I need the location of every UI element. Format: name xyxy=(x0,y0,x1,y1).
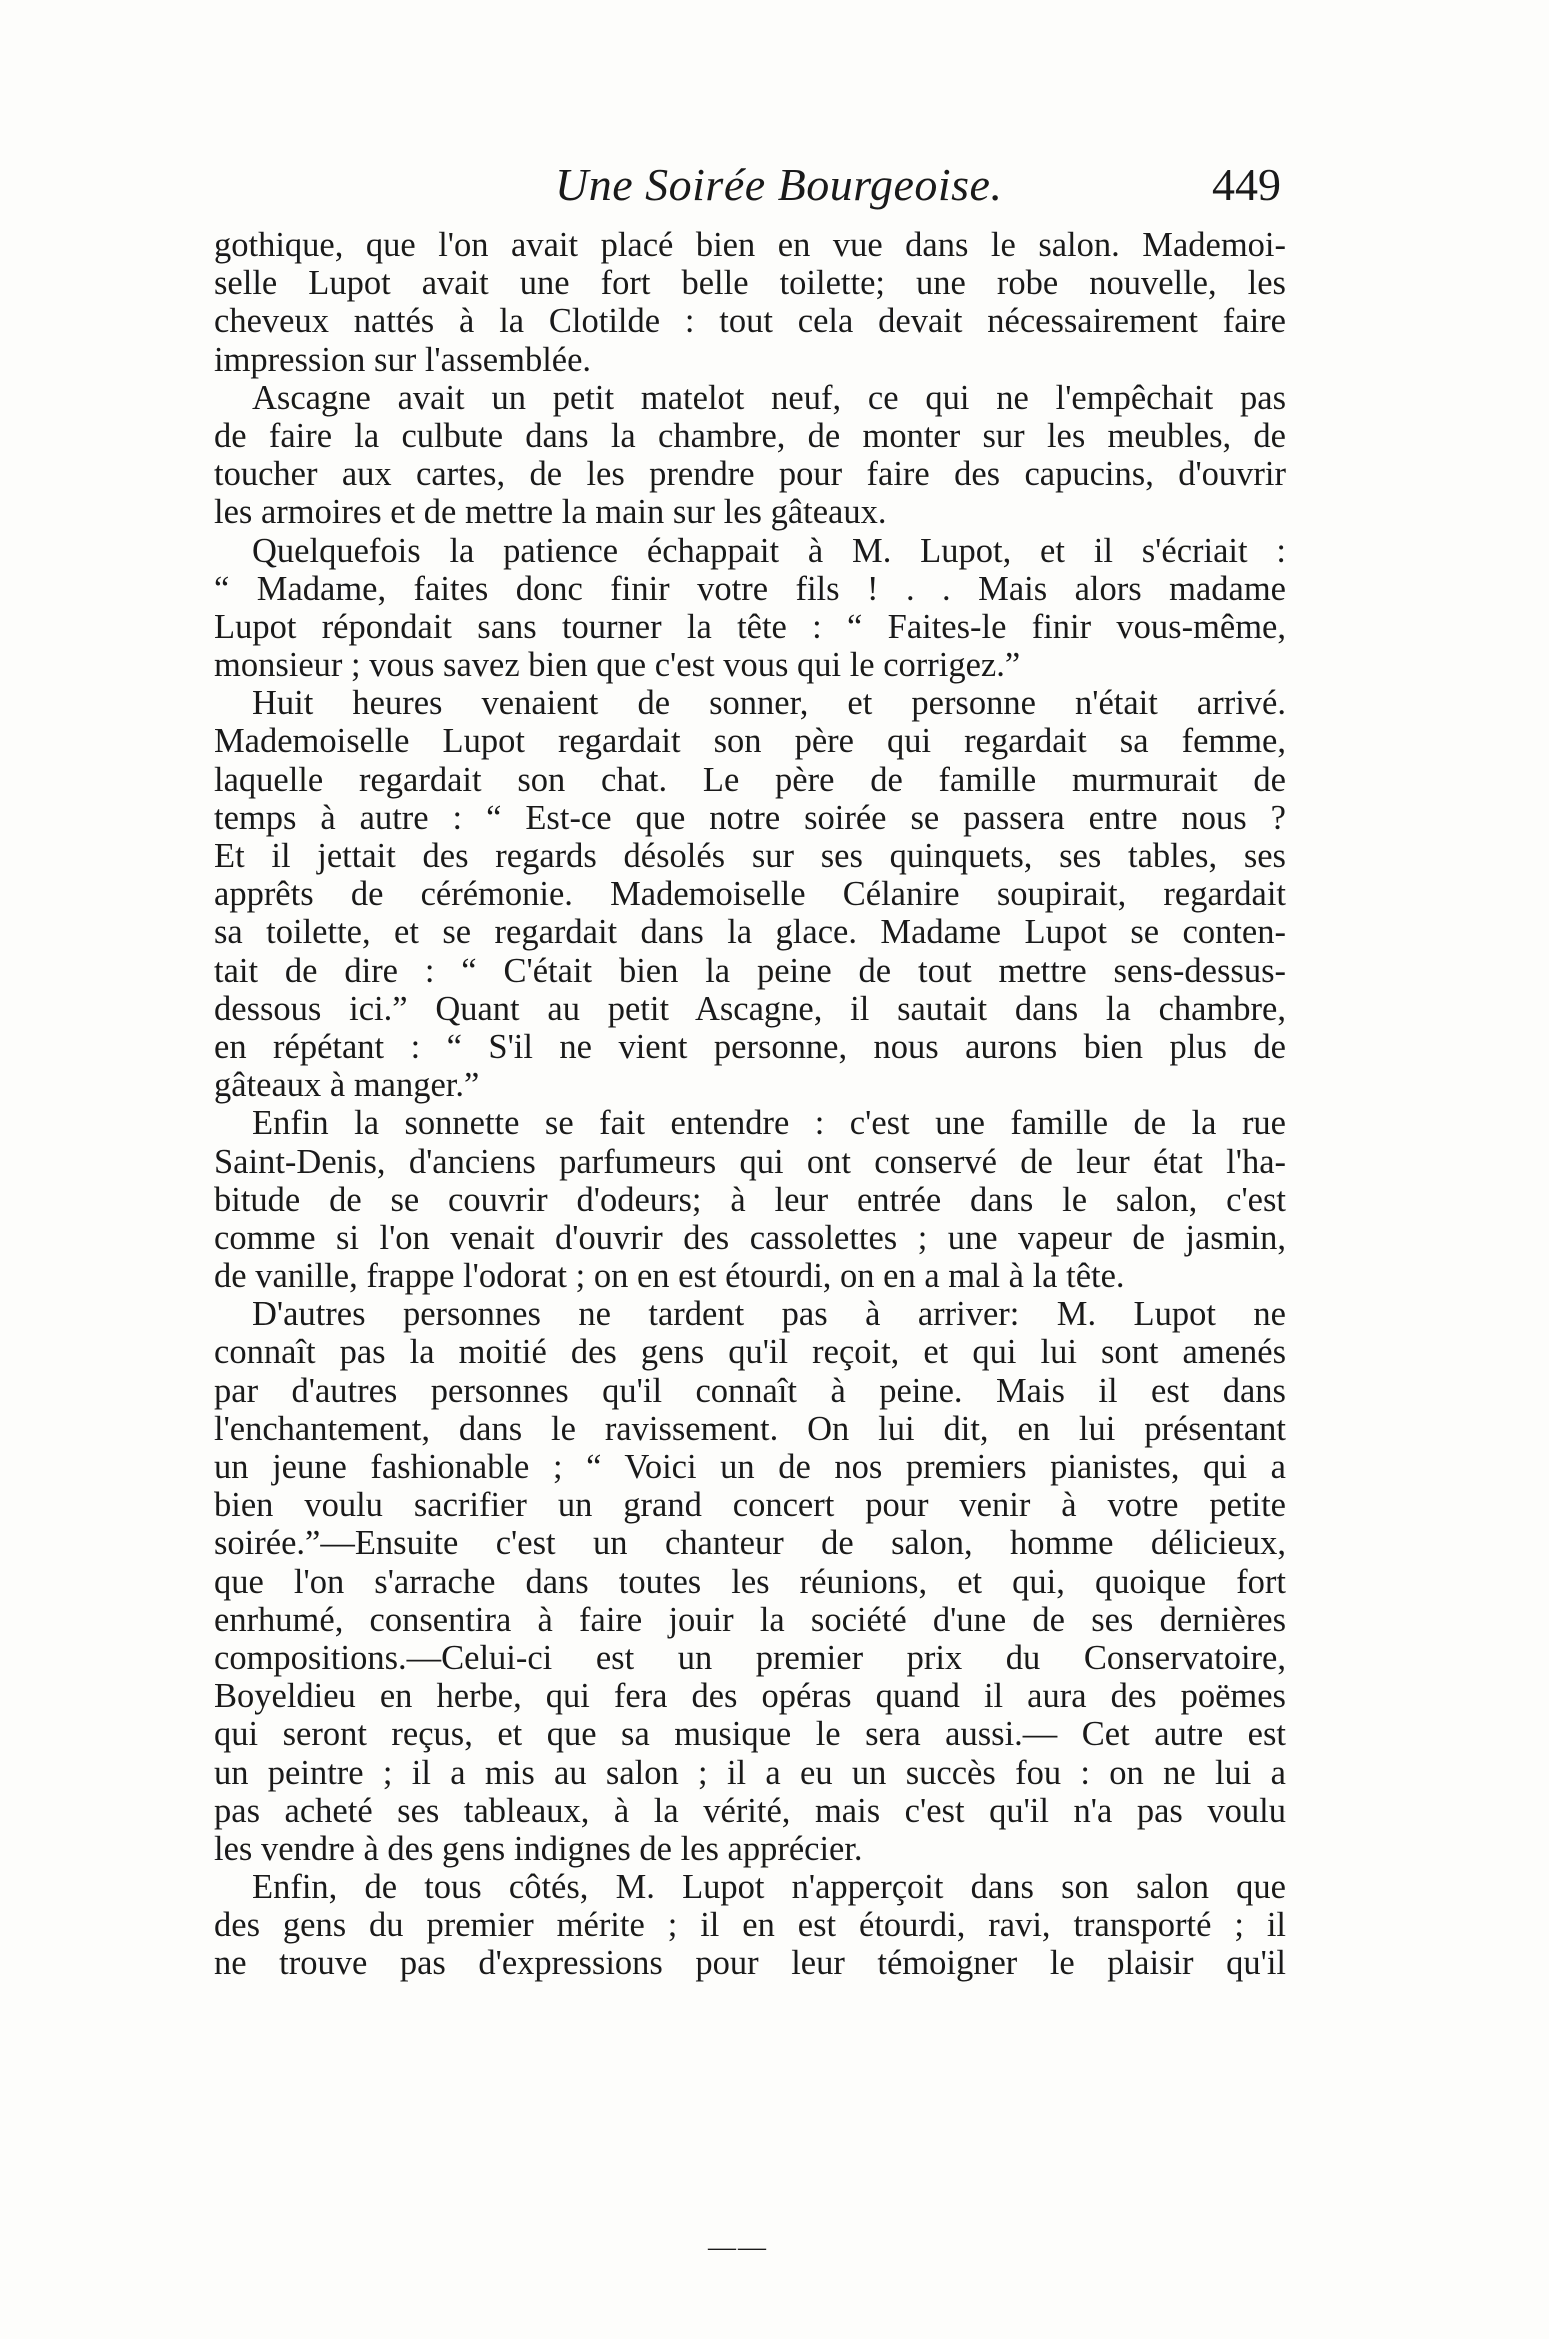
text-line: Mademoiselle Lupot regardait son père qui regardait sa femme, xyxy=(214,722,1286,761)
text-line: D'autres personnes ne tardent pas à arriver: M. Lupot ne xyxy=(252,1295,1286,1334)
text-line: qui seront reçus, et que sa musique le sera aussi.— Cet autre est xyxy=(214,1715,1286,1754)
text-line: pas acheté ses tableaux, à la vérité, mais c'est qu'il n'a pas voulu xyxy=(214,1791,1286,1830)
running-title: Une Soirée Bourgeoise. xyxy=(555,159,1003,210)
body-text xyxy=(214,226,1286,1983)
text-line: monsieur ; vous savez bien que c'est vous qui le corrigez.” xyxy=(214,646,1021,685)
text-line: comme si l'on venait d'ouvrir des cassolettes ; une vapeur de jasmin, xyxy=(214,1218,1286,1257)
text-line: les vendre à des gens indignes de les apprécier. xyxy=(214,1829,863,1868)
text-line: Saint-Denis, d'anciens parfumeurs qui ont conservé de leur état l'ha- xyxy=(214,1142,1286,1181)
text-line: Ascagne avait un petit matelot neuf, ce qui ne l'empêchait pas xyxy=(252,378,1286,417)
text-line: compositions.—Celui-ci est un premier prix du Conservatoire, xyxy=(214,1638,1286,1677)
text-line: Lupot répondait sans tourner la tête : “ Faites-le finir vous-même, xyxy=(214,607,1286,646)
text-line: des gens du premier mérite ; il en est étourdi, ravi, transporté ; il xyxy=(214,1906,1286,1945)
text-line: un jeune fashionable ; “ Voici un de nos premiers pianistes, qui a xyxy=(214,1448,1286,1486)
text-line: de faire la culbute dans la chambre, de monter sur les meubles, de xyxy=(214,416,1286,455)
text-line: bien voulu sacrifier un grand concert pour venir à votre petite xyxy=(214,1486,1286,1525)
text-line: sa toilette, et se regardait dans la glace. Madame Lupot se conten- xyxy=(214,913,1286,952)
text-line: bitude de se couvrir d'odeurs; à leur entrée dans le salon, c'est xyxy=(214,1180,1286,1219)
footer-signature-mark: —— xyxy=(708,2232,768,2263)
text-line: que l'on s'arrache dans toutes les réunions, et qui, quoique fort xyxy=(214,1562,1286,1601)
text-line: de vanille, frappe l'odorat ; on en est étourdi, on en a mal à la tête. xyxy=(214,1257,1125,1296)
text-line: gâteaux à manger.” xyxy=(214,1066,480,1105)
text-line: gothique, que l'on avait placé bien en vue dans le salon. Mademoi- xyxy=(214,226,1286,264)
text-line: les armoires et de mettre la main sur les gâteaux. xyxy=(214,493,887,532)
text-line: Et il jettait des regards désolés sur ses quinquets, ses tables, ses xyxy=(214,837,1286,875)
text-line: “ Madame, faites donc finir votre fils ! . . Mais alors madame xyxy=(214,569,1286,608)
text-line: par d'autres personnes qu'il connaît à peine. Mais il est dans xyxy=(214,1371,1286,1410)
text-line: enrhumé, consentira à faire jouir la société d'une de ses dernières xyxy=(214,1600,1286,1639)
text-line: un peintre ; il a mis au salon ; il a eu un succès fou : on ne lui a xyxy=(214,1753,1286,1792)
text-line: cheveux nattés à la Clotilde : tout cela devait nécessairement faire xyxy=(214,302,1286,341)
text-line: connaît pas la moitié des gens qu'il reçoit, et qui lui sont amenés xyxy=(214,1333,1286,1372)
text-line: laquelle regardait son chat. Le père de famille murmurait de xyxy=(214,760,1286,799)
text-line: en répétant : “ S'il ne vient personne, nous aurons bien plus de xyxy=(214,1027,1286,1066)
text-line: soirée.”—Ensuite c'est un chanteur de salon, homme délicieux, xyxy=(214,1524,1286,1563)
text-line: l'enchantement, dans le ravissement. On lui dit, en lui présentant xyxy=(214,1409,1286,1448)
text-line: ne trouve pas d'expressions pour leur témoigner le plaisir qu'il xyxy=(214,1944,1286,1983)
text-line: temps à autre : “ Est-ce que notre soirée se passera entre nous ? xyxy=(214,798,1286,837)
text-line: impression sur l'assemblée. xyxy=(214,340,592,379)
text-line: apprêts de cérémonie. Mademoiselle Célanire soupirait, regardait xyxy=(214,875,1286,914)
text-line: Huit heures venaient de sonner, et personne n'était arrivé. xyxy=(252,684,1286,723)
text-line: Enfin la sonnette se fait entendre : c'est une famille de la rue xyxy=(252,1104,1286,1143)
text-line: Boyeldieu en herbe, qui fera des opéras quand il aura des poëmes xyxy=(214,1677,1286,1716)
page-number: 449 xyxy=(1212,159,1281,210)
text-line: Quelquefois la patience échappait à M. Lupot, et il s'écriait : xyxy=(252,531,1286,570)
text-line: tait de dire : “ C'était bien la peine de tout mettre sens-dessus- xyxy=(214,951,1286,990)
text-line: Enfin, de tous côtés, M. Lupot n'apperçoit dans son salon que xyxy=(252,1868,1286,1907)
text-line: selle Lupot avait une fort belle toilette; une robe nouvelle, les xyxy=(214,264,1286,303)
text-line: dessous ici.” Quant au petit Ascagne, il sautait dans la chambre, xyxy=(214,989,1286,1028)
text-line: toucher aux cartes, de les prendre pour faire des capucins, d'ouvrir xyxy=(214,455,1286,494)
